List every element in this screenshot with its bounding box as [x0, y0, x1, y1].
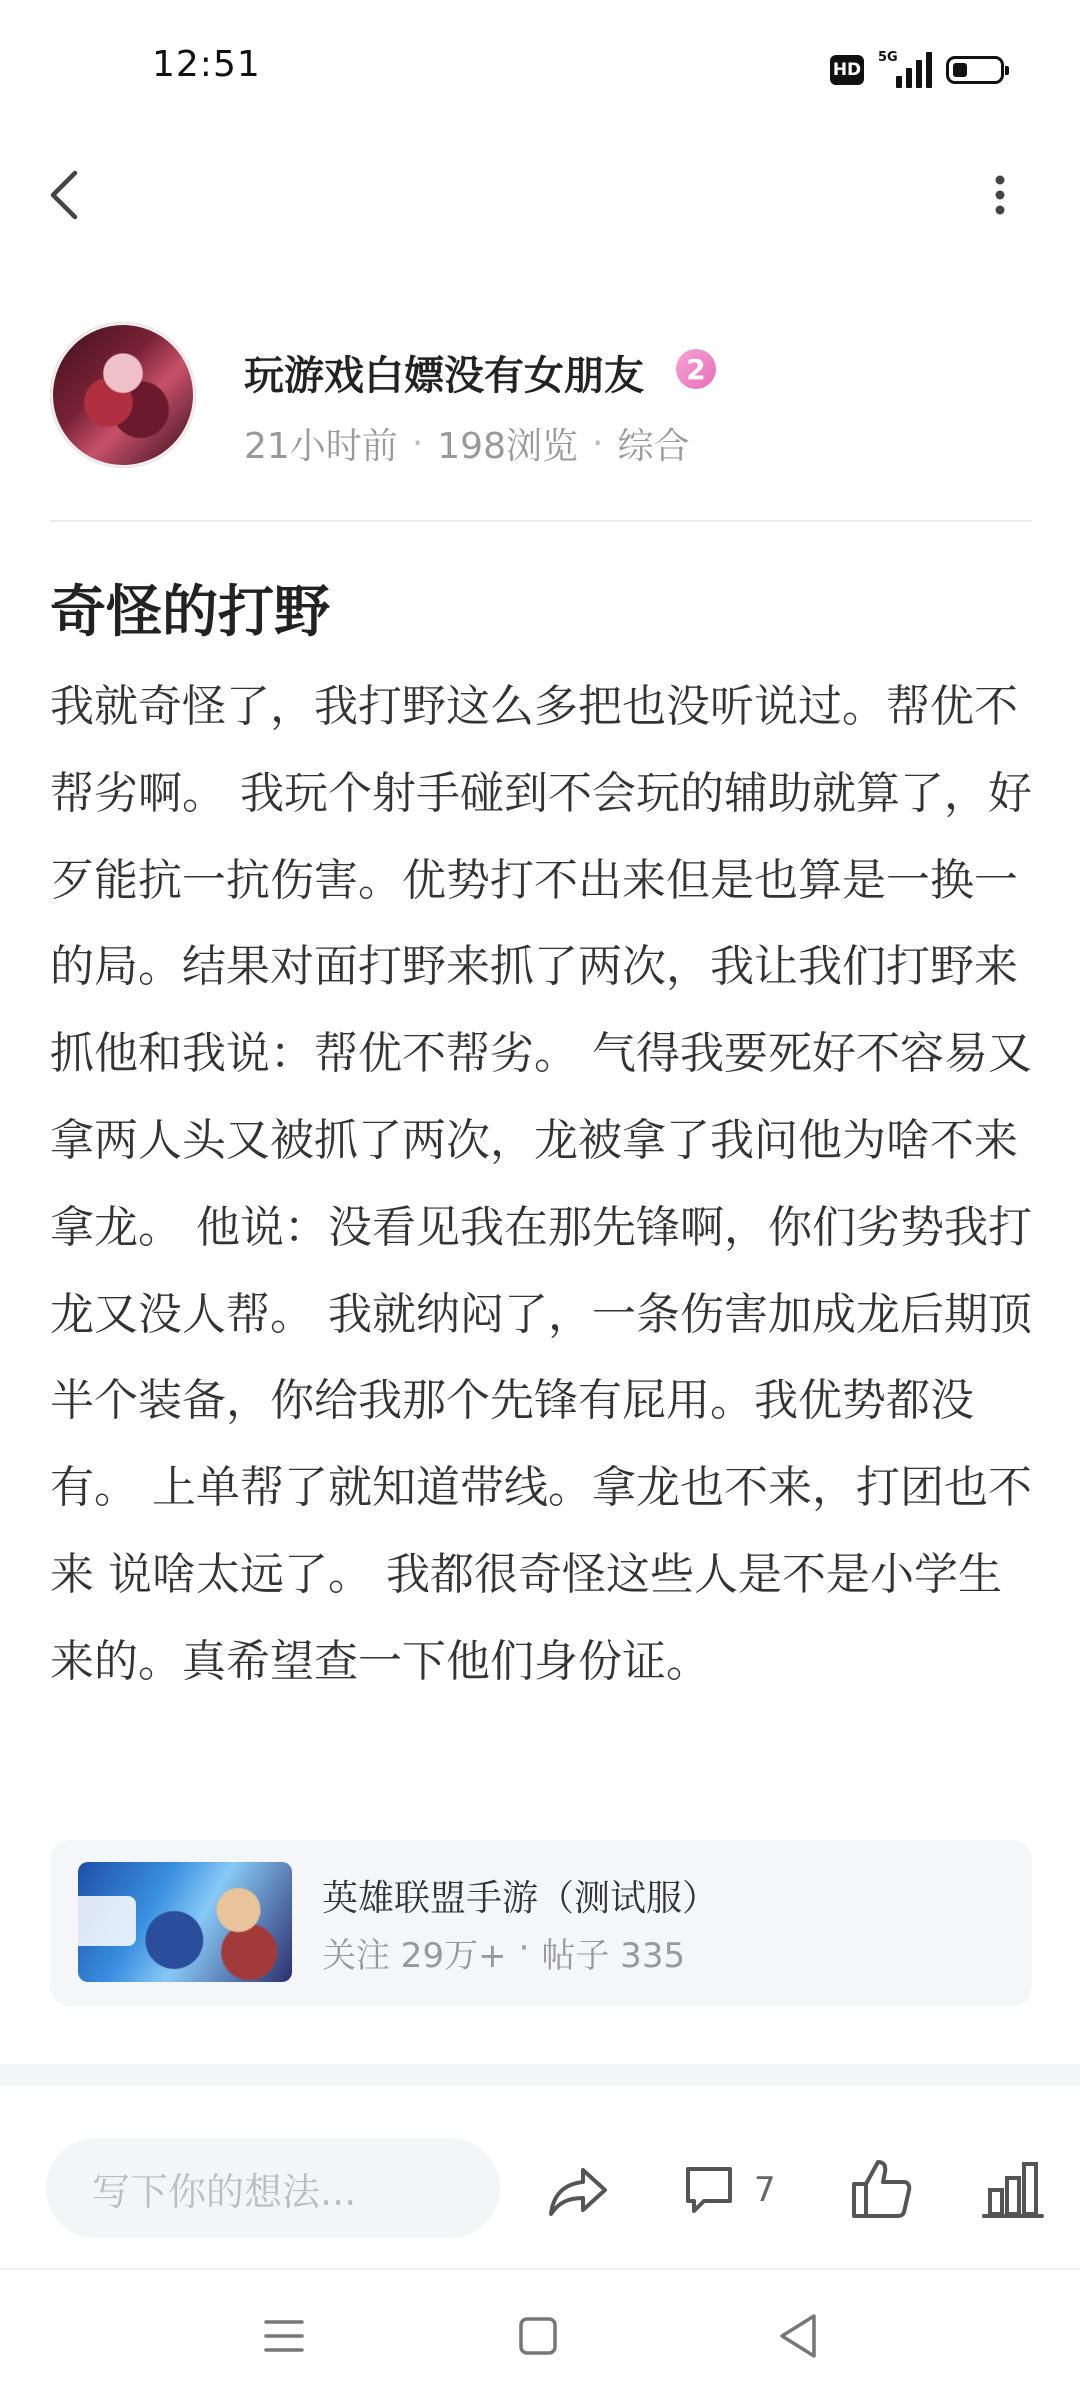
like-button[interactable] — [846, 2154, 916, 2224]
community-thumbnail — [78, 1862, 292, 1982]
back-button[interactable] — [40, 160, 88, 230]
section-divider — [0, 2064, 1080, 2086]
post-title: 奇怪的打野 — [50, 580, 330, 645]
system-back-button[interactable] — [772, 2308, 824, 2364]
comment-bubble-icon — [682, 2163, 736, 2217]
community-posts: 帖子 335 — [541, 1936, 686, 1976]
separator-dot: · — [591, 423, 604, 464]
separator-dot: · — [411, 423, 424, 464]
home-square-icon — [512, 2310, 564, 2362]
post-meta — [244, 418, 689, 469]
separator-dot: · — [518, 1928, 530, 1968]
community-stats — [322, 1928, 685, 1977]
network-type-label: 5G — [878, 50, 898, 65]
thumbs-up-icon — [846, 2154, 916, 2224]
share-arrow-icon — [545, 2156, 613, 2224]
level-badge: 2 — [676, 349, 716, 389]
divider — [50, 520, 1032, 522]
more-vertical-icon — [994, 175, 1006, 215]
battery-icon — [946, 56, 1004, 84]
community-card[interactable] — [50, 1840, 1032, 2006]
status-time: 12:51 — [152, 44, 261, 85]
comment-input[interactable]: 写下你的想法... — [46, 2138, 500, 2238]
author-name[interactable]: 玩游戏白嫖没有女朋友 — [244, 353, 644, 399]
community-name: 英雄联盟手游（测试服） — [322, 1878, 719, 1919]
triangle-back-icon — [772, 2308, 824, 2364]
stats-button[interactable] — [980, 2156, 1046, 2222]
signal-icon — [878, 52, 932, 88]
bar-chart-icon — [980, 2156, 1046, 2222]
comment-count: 7 — [754, 2170, 776, 2210]
post-category: 综合 — [617, 426, 690, 467]
chevron-left-icon — [49, 169, 79, 221]
post-body: 我就奇怪了，我打野这么多把也没听说过。帮优不帮劣啊。 我玩个射手碰到不会玩的辅助就算了，好歹能抗一抗伤害。优势打不出来但是也算是一换一的局。结果对面打野来抓了两次，我让我们打野来抓他和我说：帮优不帮劣。 气得我要死好不容易又拿两人头又被抓了两次，龙被拿了我问他为啥不来拿龙。 他说：没看见我在那先锋啊，你们劣势我打龙又没人帮。 我就纳闷了，一条伤害加成龙后期顶半个装备，你给我那个先锋有屁用。我优势都没有。 上单帮了就知道带线。拿龙也不来，打团也不来 说啥太远了。 我都很奇怪这些人是不是小学生来的。真希望查一下他们身份证。 — [50, 681, 1032, 1687]
post-time: 21小时前 — [244, 426, 398, 467]
comment-button[interactable] — [682, 2156, 776, 2224]
more-options-button[interactable] — [970, 160, 1030, 230]
share-button[interactable] — [545, 2156, 613, 2224]
system-home-button[interactable] — [512, 2310, 564, 2362]
community-followers: 关注 29万+ — [322, 1936, 507, 1976]
post-views: 198浏览 — [437, 426, 578, 467]
status-icons — [830, 50, 1004, 90]
menu-icon — [258, 2310, 310, 2362]
divider — [0, 2268, 1080, 2270]
hd-icon: HD — [830, 55, 864, 85]
avatar[interactable] — [50, 322, 196, 468]
system-recents-button[interactable] — [258, 2310, 310, 2362]
